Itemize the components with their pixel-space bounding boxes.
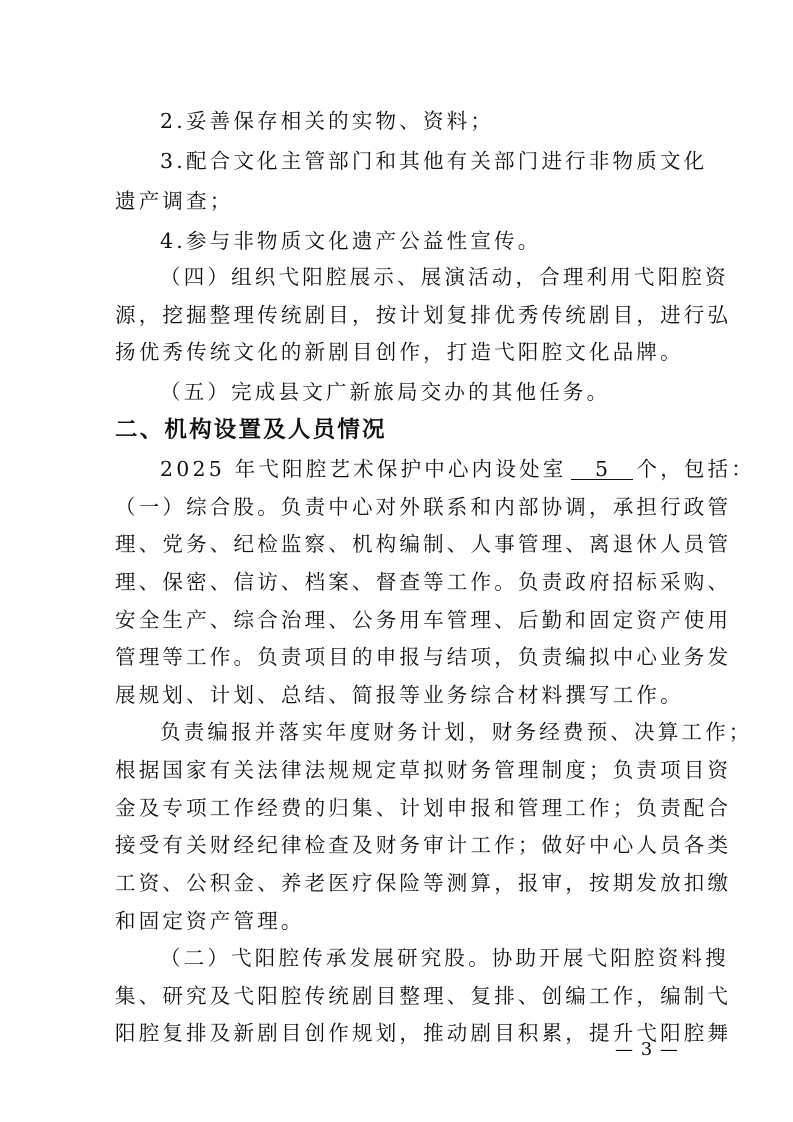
text-line: 管理等工作。负责项目的申报与结项，负责编拟中心业务发: [115, 645, 732, 669]
text-fragment: 2025 年弋阳腔艺术保护中心内设处室: [160, 457, 567, 481]
text-line: 阳腔复排及新剧目创作规划，推动剧目积累，提升弋阳腔舞: [115, 1021, 732, 1045]
text-line: 金及专项工作经费的归集、计划申报和管理工作；负责配合: [115, 796, 732, 820]
text-line: 源，挖掘整理传统剧目，按计划复排优秀传统剧目，进行弘: [115, 303, 732, 327]
text-line: 和固定资产管理。: [115, 909, 305, 933]
fill-blank-value: 5: [571, 459, 633, 480]
text-line: （二）弋阳腔传承发展研究股。协助开展弋阳腔资料搜: [160, 946, 729, 970]
text-line: 工资、公积金、养老医疗保险等测算，报审，按期发放扣缴: [115, 871, 732, 895]
section-heading: 二、机构设置及人员情况: [115, 417, 387, 443]
text-line: 负责编报并落实年度财务计划，财务经费预、决算工作；: [160, 720, 753, 744]
text-line: 扬优秀传统文化的新剧目创作，打造弋阳腔文化品牌。: [115, 340, 684, 364]
page-number: — 3 —: [615, 1039, 679, 1060]
text-line-with-blank: [160, 449, 755, 489]
text-fragment: 个，包括：: [636, 457, 755, 481]
text-line: 根据国家有关法律法规规定草拟财务管理制度；负责项目资: [115, 758, 732, 782]
text-line: （一）综合股。负责中心对外联系和内部协调，承担行政管: [115, 495, 732, 519]
text-line: 2.妥善保存相关的实物、资料；: [160, 109, 495, 133]
text-line: 3.配合文化主管部门和其他有关部门进行非物质文化: [160, 149, 708, 173]
text-line: 安全生产、综合治理、公务用车管理、后勤和固定资产使用: [115, 608, 732, 632]
text-line: 接受有关财经纪律检查及财务审计工作；做好中心人员各类: [115, 833, 732, 857]
text-line: 理、保密、信访、档案、督查等工作。负责政府招标采购、: [115, 570, 732, 594]
text-line: （五）完成县文广新旅局交办的其他任务。: [160, 380, 611, 404]
text-line: 集、研究及弋阳腔传统剧目整理、复排、创编工作，编制弋: [115, 984, 732, 1008]
text-line: 展规划、计划、总结、简报等业务综合材料撰写工作。: [115, 683, 684, 707]
text-line: （四）组织弋阳腔展示、展演活动，合理利用弋阳腔资: [160, 265, 729, 289]
text-line: 理、党务、纪检监察、机构编制、人事管理、离退休人员管: [115, 532, 732, 556]
text-line: 遗产调查；: [115, 189, 234, 213]
text-line: 4.参与非物质文化遗产公益性宣传。: [160, 229, 542, 253]
